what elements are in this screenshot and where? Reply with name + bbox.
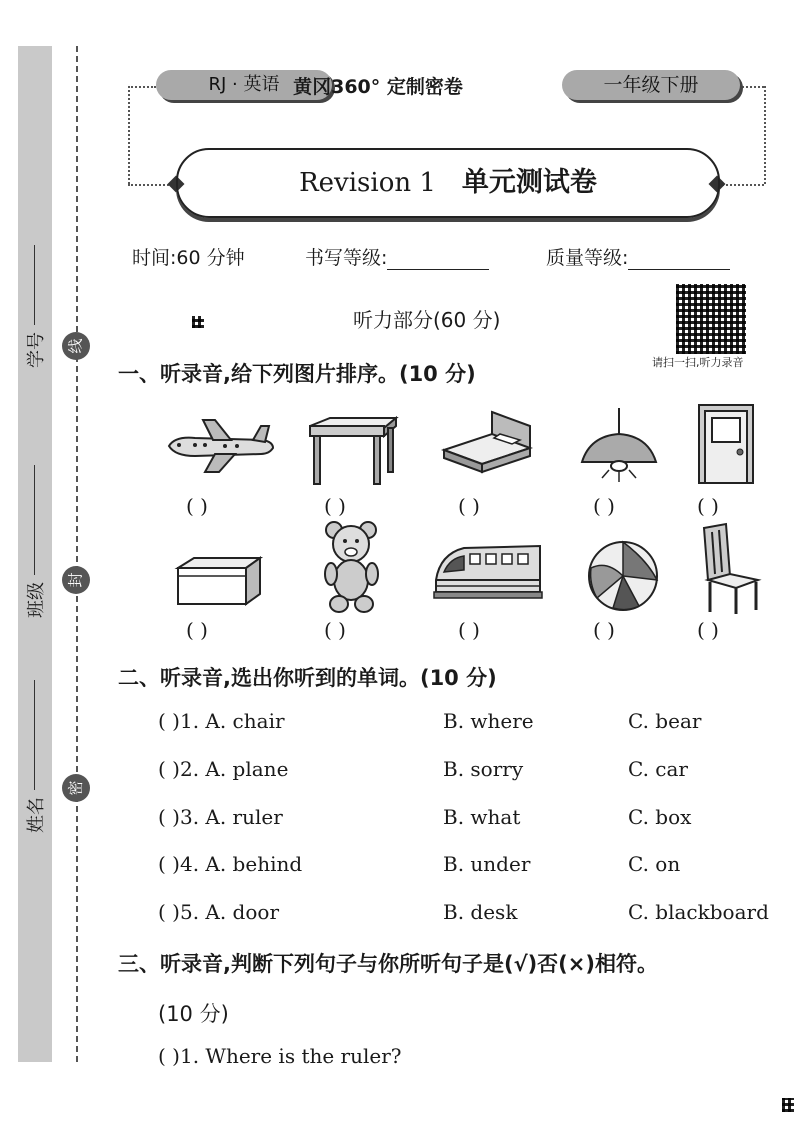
order-blank[interactable]: ( ) (697, 494, 719, 518)
section1-title: 一、听录音,给下列图片排序。(10 分) (118, 362, 476, 386)
order-blank[interactable]: ( ) (593, 618, 615, 642)
section3-points: (10 分) (158, 1002, 229, 1026)
question-item[interactable]: ( )4. A. behind (158, 852, 303, 876)
header-dotted-line (128, 184, 172, 186)
seal-line: 线 (62, 332, 90, 360)
option-b: B. where (443, 709, 534, 733)
question-item[interactable]: ( )2. A. plane (158, 757, 289, 781)
binding-strip (18, 46, 52, 1062)
option-c: C. bear (628, 709, 702, 733)
bed-icon (442, 410, 532, 476)
name-label: 姓名 (26, 797, 47, 833)
question-item[interactable]: ( )1. A. chair (158, 709, 285, 733)
title-banner (176, 148, 720, 218)
order-blank[interactable]: ( ) (186, 494, 208, 518)
small-qr-icon (192, 316, 204, 328)
door-icon (698, 404, 754, 484)
small-qr-icon (782, 1098, 794, 1112)
desk-icon (308, 416, 398, 486)
revision-title: Revision 1 (299, 168, 436, 198)
quality-grade-label: 质量等级: (546, 243, 730, 270)
quality-grade-blank[interactable] (628, 247, 730, 270)
class-label: 班级 (26, 582, 47, 618)
header-dotted-line (128, 86, 130, 184)
ball-icon (587, 540, 659, 612)
chair-icon (700, 524, 760, 616)
option-b: B. what (443, 805, 521, 829)
section2-title: 二、听录音,选出你听到的单词。(10 分) (118, 666, 497, 690)
unit-test-title: 单元测试卷 (461, 167, 597, 198)
order-blank[interactable]: ( ) (186, 618, 208, 642)
seal-secret: 密 (62, 774, 90, 802)
series-title: 黄冈360° 定制密卷 (293, 76, 463, 98)
judgment-item[interactable]: ( )1. Where is the ruler? (158, 1044, 402, 1068)
option-c: C. car (628, 757, 688, 781)
order-blank[interactable]: ( ) (458, 494, 480, 518)
option-b: B. desk (443, 900, 518, 924)
teddy-bear-icon (322, 520, 382, 614)
section3-title: 三、听录音,判断下列句子与你所听句子是(√)否(×)相符。 (118, 952, 658, 976)
student-id-label: 学号 (26, 332, 47, 368)
name-line (34, 680, 35, 790)
train-icon (434, 540, 544, 602)
writing-grade-blank[interactable] (387, 247, 489, 270)
order-blank[interactable]: ( ) (593, 494, 615, 518)
option-c: C. on (628, 852, 681, 876)
cut-line (76, 46, 78, 1062)
order-blank[interactable]: ( ) (324, 618, 346, 642)
option-b: B. under (443, 852, 531, 876)
question-item[interactable]: ( )3. A. ruler (158, 805, 283, 829)
option-c: C. box (628, 805, 692, 829)
header-dotted-line (128, 86, 156, 88)
box-icon (176, 556, 262, 606)
seal-seal: 封 (62, 566, 90, 594)
option-b: B. sorry (443, 757, 524, 781)
plane-icon (165, 418, 277, 474)
qr-code-icon[interactable] (676, 284, 746, 354)
lamp-icon (576, 408, 662, 484)
grade-tag: 一年级下册 (562, 70, 740, 100)
header-dotted-line (722, 184, 764, 186)
subject-tag: RJ · 英语 (156, 70, 332, 100)
header-dotted-line (742, 86, 764, 88)
order-blank[interactable]: ( ) (697, 618, 719, 642)
header-dotted-line (764, 86, 766, 184)
order-blank[interactable]: ( ) (458, 618, 480, 642)
time-limit: 时间:60 分钟 (132, 247, 245, 269)
question-item[interactable]: ( )5. A. door (158, 900, 280, 924)
listening-part-title: 听力部分(60 分) (353, 308, 501, 332)
writing-grade-label: 书写等级: (305, 243, 489, 270)
qr-caption: 请扫一扫,听力录音 (652, 356, 744, 369)
class-line (34, 465, 35, 575)
option-c: C. blackboard (628, 900, 769, 924)
student-id-line (34, 245, 35, 325)
order-blank[interactable]: ( ) (324, 494, 346, 518)
